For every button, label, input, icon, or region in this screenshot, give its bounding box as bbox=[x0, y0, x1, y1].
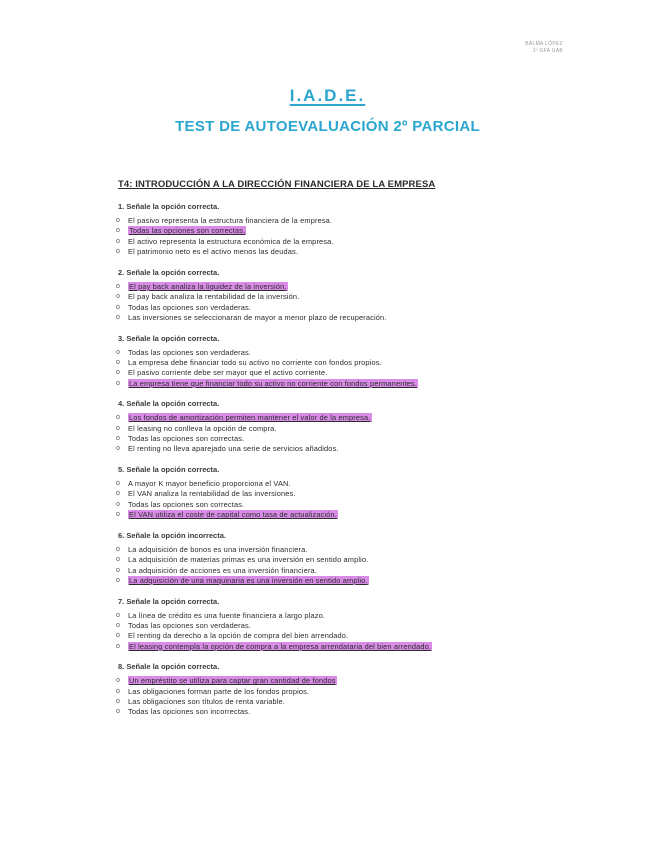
option-item bbox=[116, 479, 558, 489]
option-item bbox=[116, 282, 558, 292]
highlighted-answer-text: El VAN utiliza el coste de capital como tasa de actualización. bbox=[129, 510, 337, 520]
option-item bbox=[116, 368, 558, 378]
bullet-circle-icon: o bbox=[116, 611, 121, 619]
option-text: Todas las opciones son verdaderas. bbox=[128, 347, 252, 357]
option-item bbox=[116, 226, 558, 236]
highlighted-answer-text: La empresa tiene que financiar todo su activo no corriente con fondos permanentes. bbox=[129, 378, 417, 388]
question-header: 5. Señale la opción correcta. bbox=[118, 465, 220, 474]
bullet-circle-icon: o bbox=[116, 445, 121, 453]
bullet-circle-icon: o bbox=[116, 480, 121, 487]
option-list bbox=[118, 216, 558, 258]
option-list bbox=[118, 348, 558, 390]
option-item bbox=[116, 555, 558, 565]
author-name: BALMA LÓPEZ bbox=[525, 41, 563, 47]
bullet-circle-icon: o bbox=[116, 217, 121, 224]
option-item bbox=[116, 631, 558, 641]
author-note bbox=[525, 41, 563, 55]
option-text: A mayor K mayor beneficio proporciona el VAN. bbox=[128, 479, 291, 488]
option-list bbox=[118, 545, 558, 587]
question-block bbox=[118, 200, 558, 258]
option-text: La adquisición de materias primas es una inversión en sentido amplio. bbox=[128, 555, 369, 565]
option-item bbox=[116, 358, 558, 368]
option-text: Todas las opciones son verdaderas. bbox=[128, 620, 252, 630]
highlighted-answer-text: Un empréstito se utiliza para captar gran cantidad de fondos bbox=[129, 676, 336, 686]
question-header: 7. Señale la opción correcta. bbox=[118, 596, 220, 606]
bullet-circle-icon: o bbox=[116, 248, 121, 256]
option-item bbox=[116, 500, 558, 510]
option-text: Las obligaciones son títulos de renta variable. bbox=[128, 697, 286, 707]
bullet-circle-icon: o bbox=[116, 424, 121, 432]
highlighted-answer-text: El pay back analiza la liquidez de la inversión. bbox=[129, 281, 287, 291]
option-text: El pasivo corriente debe ser mayor que el activo corriente. bbox=[128, 368, 328, 378]
question-header: 1. Señale la opción correcta. bbox=[118, 202, 220, 211]
bullet-circle-icon: o bbox=[116, 545, 121, 553]
bullet-circle-icon: o bbox=[116, 293, 121, 301]
option-item bbox=[116, 621, 558, 631]
option-item bbox=[116, 444, 558, 454]
highlighted-answer-text: La adquisición de una maquinaria es una inversión en sentido amplio. bbox=[129, 575, 368, 585]
option-text: Todas las opciones son correctas. bbox=[128, 434, 245, 444]
option-item bbox=[116, 576, 558, 586]
bullet-circle-icon: o bbox=[116, 282, 121, 290]
question-header: 3. Señale la opción correcta. bbox=[118, 333, 220, 343]
bullet-circle-icon: o bbox=[116, 379, 121, 387]
highlighted-answer-text: Todas las opciones son correctas. bbox=[129, 226, 246, 236]
option-list bbox=[118, 611, 558, 653]
bullet-circle-icon: o bbox=[116, 677, 121, 685]
bullet-circle-icon: o bbox=[116, 642, 121, 650]
bullet-circle-icon: o bbox=[116, 632, 121, 640]
page-title: I.A.D.E. bbox=[289, 86, 366, 105]
bullet-circle-icon: o bbox=[116, 708, 121, 716]
question-block bbox=[118, 332, 558, 390]
option-text: Todas las opciones son verdaderas. bbox=[128, 302, 252, 312]
bullet-circle-icon: o bbox=[116, 490, 121, 498]
option-item bbox=[116, 303, 558, 313]
bullet-circle-icon: o bbox=[116, 348, 121, 356]
option-text: El VAN analiza la rentabilidad de las inversiones. bbox=[128, 489, 296, 499]
option-text: El patrimonio neto es el activo menos las deudas. bbox=[128, 247, 299, 257]
option-item bbox=[116, 237, 558, 247]
question-header: 4. Señale la opción correcta. bbox=[118, 399, 220, 409]
option-text: Las obligaciones forman parte de los fondos propios. bbox=[128, 686, 310, 696]
question-block bbox=[118, 660, 558, 718]
option-item bbox=[116, 611, 558, 621]
question-list bbox=[118, 200, 558, 726]
option-text: La empresa debe financiar todo su activo no corriente con fondos propios. bbox=[128, 357, 382, 367]
author-course: 1º GFA UAB bbox=[532, 48, 563, 54]
option-item bbox=[116, 292, 558, 302]
bullet-circle-icon: o bbox=[116, 369, 121, 377]
bullet-circle-icon: o bbox=[116, 698, 121, 706]
option-list bbox=[118, 413, 558, 455]
bullet-circle-icon: o bbox=[116, 576, 121, 584]
bullet-circle-icon: o bbox=[116, 435, 121, 443]
option-text: Las inversiones se seleccionaran de mayor a menor plazo de recuperación. bbox=[128, 312, 387, 322]
highlighted-answer-text: El leasing contempla la opción de compra a la empresa arrendataria del bien arrendado. bbox=[129, 641, 432, 651]
option-item bbox=[116, 697, 558, 707]
option-item bbox=[116, 510, 558, 520]
bullet-circle-icon: o bbox=[116, 621, 121, 629]
bullet-circle-icon: o bbox=[116, 313, 121, 321]
bullet-circle-icon: o bbox=[116, 303, 121, 311]
option-item bbox=[116, 413, 558, 423]
question-block bbox=[118, 397, 558, 455]
option-text: El pay back analiza la rentabilidad de la inversión. bbox=[128, 292, 300, 302]
question-header: 6. Señale la opción incorrecta. bbox=[118, 530, 226, 540]
bullet-circle-icon: o bbox=[116, 556, 121, 564]
bullet-circle-icon: o bbox=[116, 358, 121, 366]
bullet-circle-icon: o bbox=[116, 237, 121, 245]
option-item bbox=[116, 348, 558, 358]
option-item bbox=[116, 216, 558, 226]
bullet-circle-icon: o bbox=[116, 500, 121, 508]
option-list bbox=[118, 676, 558, 718]
option-text: El leasing no conlleva la opción de compra. bbox=[128, 423, 277, 433]
bullet-circle-icon: o bbox=[116, 566, 121, 574]
option-text: La línea de crédito es una fuente financiera a largo plazo. bbox=[128, 610, 326, 620]
option-text: El renting da derecho a la opción de compra del bien arrendado. bbox=[128, 631, 349, 641]
option-item bbox=[116, 687, 558, 697]
option-item bbox=[116, 707, 558, 717]
option-item bbox=[116, 434, 558, 444]
option-item bbox=[116, 424, 558, 434]
option-text: El renting no lleva aparejado una serie de servicios añadidos. bbox=[128, 444, 339, 454]
bullet-circle-icon: o bbox=[116, 227, 121, 235]
highlighted-answer-text: Los fondos de amortización permiten mantener el valor de la empresa. bbox=[129, 413, 371, 423]
option-item bbox=[116, 545, 558, 555]
option-list bbox=[118, 479, 558, 521]
question-header: 8. Señale la opción correcta. bbox=[118, 662, 220, 672]
bullet-circle-icon: o bbox=[116, 414, 121, 422]
bullet-circle-icon: o bbox=[116, 687, 121, 695]
option-item bbox=[116, 247, 558, 257]
question-block bbox=[118, 266, 558, 324]
page-subtitle: TEST DE AUTOEVALUACIÓN 2º PARCIAL bbox=[175, 118, 480, 135]
option-item bbox=[116, 676, 558, 686]
option-item bbox=[116, 313, 558, 323]
option-text: El pasivo representa la estructura financiera de la empresa. bbox=[128, 216, 333, 225]
option-text: Todas las opciones son correctas. bbox=[128, 499, 245, 509]
option-item bbox=[116, 566, 558, 576]
option-item bbox=[116, 489, 558, 499]
question-header: 2. Señale la opción correcta. bbox=[118, 267, 220, 277]
question-block bbox=[118, 595, 558, 653]
option-text: El activo representa la estructura económica de la empresa. bbox=[128, 236, 334, 246]
option-list bbox=[118, 282, 558, 324]
option-text: La adquisición de acciones es una inversión financiera. bbox=[128, 565, 318, 575]
option-item bbox=[116, 379, 558, 389]
question-block bbox=[118, 529, 558, 587]
option-text: Todas las opciones son incorrectas. bbox=[128, 707, 251, 717]
question-block bbox=[118, 463, 558, 521]
option-text: La adquisición de bonos es una inversión financiera. bbox=[128, 544, 308, 554]
section-heading: T4: INTRODUCCIÓN A LA DIRECCIÓN FINANCIERA DE LA EMPRESA bbox=[118, 179, 436, 190]
bullet-circle-icon: o bbox=[116, 511, 121, 519]
option-item bbox=[116, 642, 558, 652]
